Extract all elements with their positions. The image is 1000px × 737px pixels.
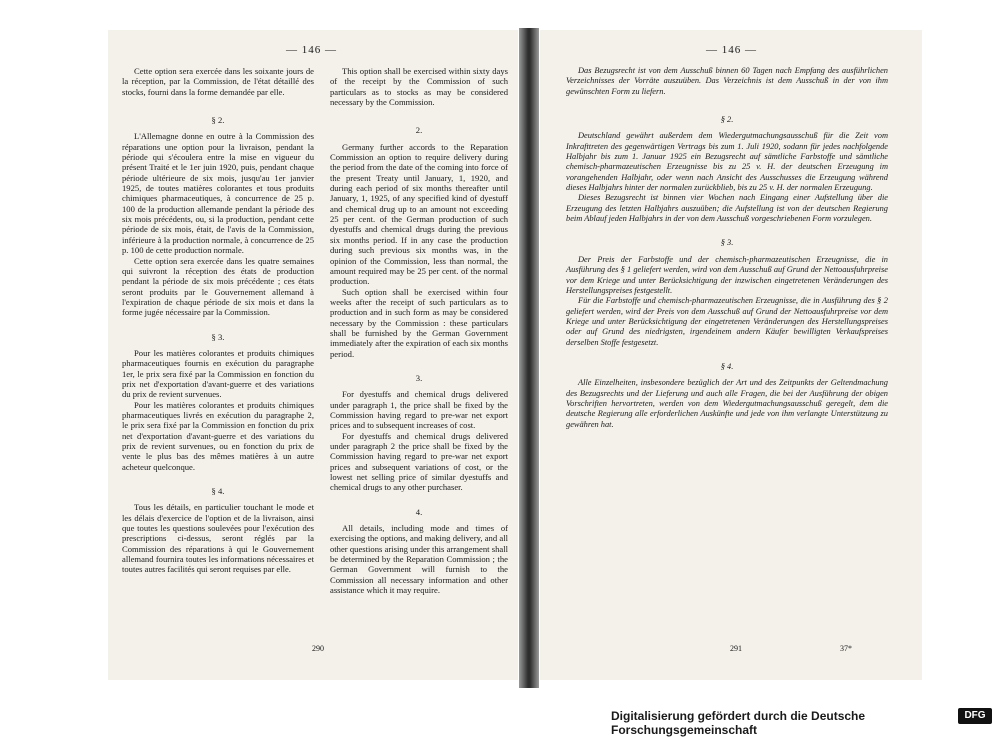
section-heading: 3. [415,372,423,383]
paragraph: Such option shall be exercised within four weeks after the receipt of such particulars as to production and in such form as may be considered necessary by the Commission : these particulars shall be furnished by the German Government immediately after the expiration of each six months period. [330,286,508,359]
section-heading: 4. [415,506,423,517]
french-column [122,66,314,575]
paragraph: Dieses Bezugsrecht ist binnen vier Wochen nach Eingang einer Aufstellung über die Erzeugung des letzten Halbjahrs auszuüben; die Aufstellung ist von der deutschen Regierung beim Ablauf jeden Halbjahrs in der von dem Ausschuß vorgeschriebenen Form vorzulegen. [566,193,888,224]
paragraph: Das Bezugsrecht ist von dem Ausschuß binnen 60 Tagen nach Empfang des ausführlichen Verzeichnisses der Vorräte auszuüben. Das Verzeichnis ist dem Ausschuß in der von ihm gewünschten Form zu liefern. [566,66,888,96]
dfg-logo: DFG [958,708,992,724]
right-page [540,30,922,680]
signature-mark: 37* [840,644,852,653]
paragraph: Für die Farbstoffe und chemisch-pharmazeutischen Erzeugnisse, die in Ausführung des § 2 geliefert werden, wird der Preis von dem Ausschuß auf Grund der Nettoausfuhrpreise vor dem Kriege und unter Berücksichtigung der eingetretenen Veränderungen des Herstellungspreises oder auf Grund des niedrigsten, irgendeinem andern Käufer bewilligten Verkaufspreises derselben Stoffe festgesetzt. [566,296,888,347]
right-page-footer-number: 291 [730,644,742,653]
paragraph: Germany further accords to the Reparation Commission an option to require delivery during the period from the date of the coming into force of the present Treaty until January, 1, 1920, and during each period of six months thereafter until January, 1, 1925, of any specified kind of dyestuff and chemical drug up to an amount not exceeding 25 per cent. of the German production of such dyestuffs and chemical drugs during the previous six months period. If in any case the production during such previous six months was, in the opinion of the Commission, less than normal, the amount required may be 25 per cent. of the normal production. [330,141,508,287]
left-page-number: — 146 — [286,44,337,56]
paragraph: Alle Einzelheiten, insbesondere bezüglich der Art und des Zeitpunkts der Geltendmachung des Bezugsrechts und der Lieferung und auch alle Fragen, die bei der Ausführung der obigen Vorschriften hervortreten, werden von dem Wiedergutmachungsausschuß geregelt, dem die deutsche Regierung alle erforderlichen Auskünfte und jede von ihm verlangte Unterstützung zu gewähren hat. [566,378,888,429]
left-page [108,30,518,680]
section-heading: § 2. [720,115,734,125]
right-page-number: — 146 — [706,44,757,56]
section-heading: § 3. [720,238,734,248]
paragraph: For dyestuffs and chemical drugs delivered under paragraph 1, the price shall be fixed by the Commission having regard to pre-war net export prices and to subsequent increases of cost. [330,389,508,431]
book-gutter [519,28,539,688]
german-column [566,66,888,430]
english-column [330,66,508,595]
section-heading: § 4. [720,361,734,371]
section-heading: § 4. [211,486,225,497]
paragraph: Cette option sera exercée dans les quatre semaines qui suivront la réception des états de production pendant la période de six mois précédente ; ces états seront produits par le Gouvernement allemand à l'expiration de chaque période de six mois et dans la forme jugée nécessaire par la Commission. [122,255,314,318]
paragraph: Cette option sera exercée dans les soixante jours de la réception, par la Commission, de l'état détaillé des stocks, fourni dans la forme demandée par elle. [122,66,314,97]
paragraph: Tous les détails, en particulier touchant le mode et les délais d'exercice de l'option et de la livraison, ainsi que toutes les questions soulevées pour l'exécution des prescriptions ci-dessus, seront réglés par la Commission des réparations à qui le Gouvernement allemand fournira toutes les informations nécessaires et toutes autres facilités qui seront requises par elle. [122,502,314,575]
paragraph: This option shall be exercised within sixty days of the receipt by the Commission of such particulars as to stocks as may be considered necessary by the Commission. [330,66,508,108]
funding-note: Digitalisierung gefördert durch die Deutsche Forschungsgemeinschaft [611,709,866,737]
paragraph: All details, including mode and times of exercising the options, and making delivery, and all other questions arising under this arrangement shall be determined by the Reparation Commission ; the German Government will furnish to the Commission all necessary information and other assistance which it may require. [330,523,508,596]
paragraph: Pour les matières colorantes et produits chimiques pharmaceutiques fournis en exécution du paragraphe 1er, le prix sera fixé par la Commission en fonction du prix net d'exportation d'avant-guerre et des variations du prix de revient survenues. [122,347,314,400]
paragraph: For dyestuffs and chemical drugs delivered under paragraph 2 the price shall be fixed by the Commission having regard to pre-war net export prices and subsequent variations of cost, or the lowest net selling price of similar dyestuffs and chemical drugs to any other purchaser. [330,430,508,493]
paragraph: Der Preis der Farbstoffe und der chemisch-pharmazeutischen Erzeugnisse, die in Ausführung des § 1 geliefert werden, wird von dem Ausschuß auf Grund der Nettoausfuhrpreise vor dem Kriege und unter Berücksichtigung der inzwischen eingetretenen Veränderungen des Herstellungspreises festgestellt. [566,254,888,295]
paragraph: Pour les matières colorantes et produits chimiques pharmaceutiques livrés en exécution du paragraphe 2, le prix sera fixé par la Commission en fonction du prix net d'exportation d'avant-guerre et des variations du prix de revient survenues, ou en fonction du prix de vente le plus bas des mêmes matières à un autre acheteur quelconque. [122,399,314,472]
paragraph: L'Allemagne donne en outre à la Commission des réparations une option pour la livraison, pendant la période qui s'écoulera entre la mise en vigueur du présent Traité et le 1er juin 1920, puis, pendant chaque période ultérieure de six mois, jusqu'au 1er janvier 1925, de toutes matières colorantes et tous produits chimiques pharmaceutiques, à concurrence de 25 p. 100 de la production allemande pendant la période des six mois précédents, ou, si la production, pendant cette période de six mois, était, de l'avis de la Commission, inférieure à la production normale, à concurrence de 25 p. 100 de cette production normale. [122,131,314,256]
section-heading: § 2. [211,115,225,126]
digitization-footer [575,708,995,737]
paragraph: Deutschland gewährt außerdem dem Wiedergutmachungsausschuß für die Zeit vom Inkrafttreten des gegenwärtigen Vertrags bis zum 1. Juli 1920, sodann für jedes nachfolgende Halbjahr bis zum 1. Januar 1925 ein Bezugsrecht auf sämtliche Farbstoffe und sämtliche chemisch-pharmazeutischen Erzeugnisse bis zu 25 v. H. der deutschen Erzeugung im vorangehenden Halbjahr, oder wenn nach Ansicht des Ausschusses die Erzeugung während dieses Halbjahrs hinter der normalen zurückblieb, bis zu 25 v. H. der normalen Erzeugung. [566,131,888,193]
left-page-footer-number: 290 [312,644,324,653]
section-heading: 2. [415,125,423,136]
section-heading: § 3. [211,331,225,342]
